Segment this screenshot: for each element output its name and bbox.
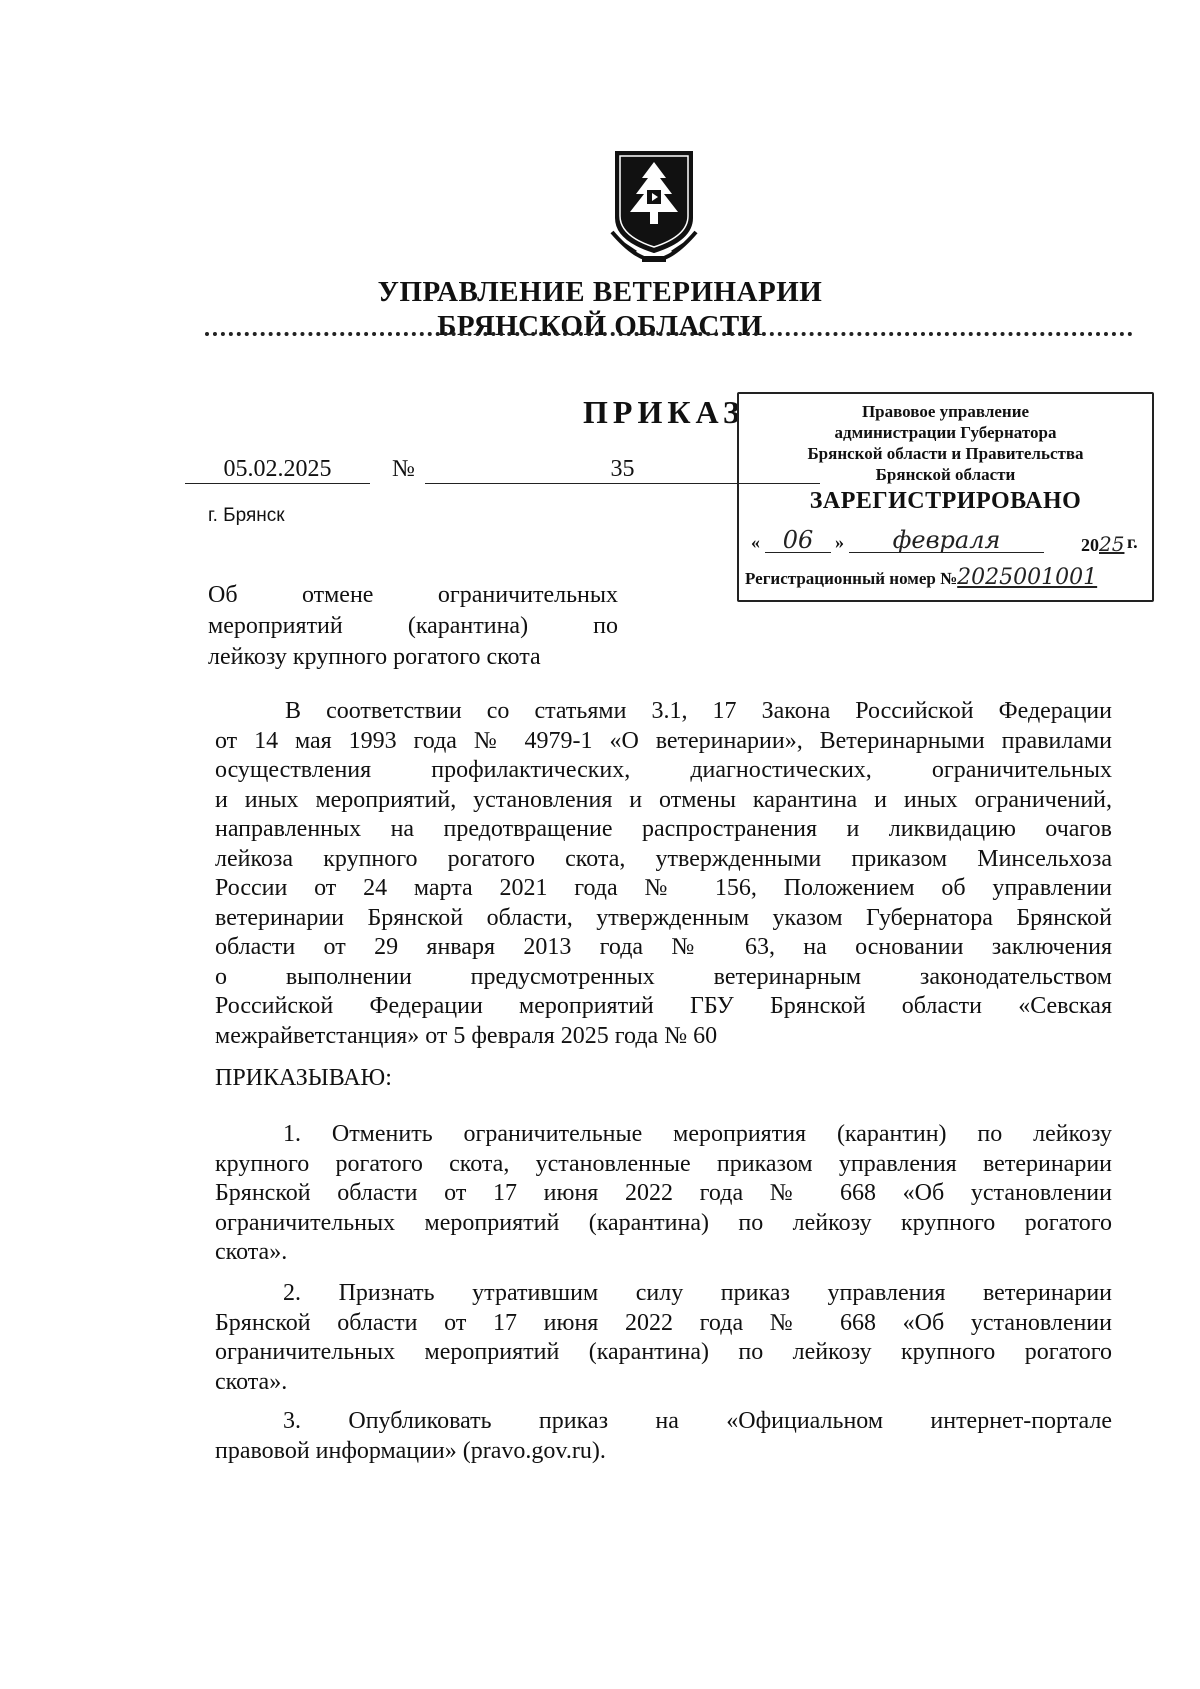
text-line: и иных мероприятий, установления и отмены карантина и иных ограничений, — [215, 786, 1112, 813]
text-line: от 14 мая 1993 года № 4979-1 «О ветеринарии», Ветеринарными правилами — [215, 727, 1112, 754]
org-name-line1: УПРАВЛЕНИЕ ВЕТЕРИНАРИИ — [377, 276, 823, 308]
text-line: скота». — [215, 1239, 288, 1265]
text-line: В соответствии со статьями 3.1, 17 Закона Российской Федерации — [285, 698, 1112, 724]
city: г. Брянск — [208, 505, 285, 526]
stamp-month-value: февраля — [892, 526, 1001, 554]
order-date: 05.02.2025 — [185, 456, 370, 484]
text-line: крупного рогатого скота, установленные приказом управления ветеринарии — [215, 1150, 1112, 1177]
text-line: 3. Опубликовать приказ на «Официальном интернет-портале — [283, 1408, 1112, 1434]
text-line: правовой информации» (pravo.gov.ru). — [215, 1437, 606, 1464]
stamp-registered: ЗАРЕГИСТРИРОВАНО — [809, 488, 1082, 514]
text-line: Российской Федерации мероприятий ГБУ Брянской области «Севская — [215, 993, 1112, 1019]
stamp-line: Брянской области — [875, 465, 1016, 484]
stamp-date-row — [751, 526, 1141, 556]
text-line: осуществления профилактических, диагностических, ограничительных — [215, 757, 1112, 783]
text-line: России от 24 марта 2021 года № 156, Положением об управлении — [215, 875, 1112, 901]
text-line: скота». — [215, 1368, 288, 1395]
registration-stamp — [737, 392, 1154, 602]
text-line: ветеринарии Брянской области, утвержденным указом Губернатора Брянской — [215, 904, 1112, 931]
stamp-day — [765, 526, 831, 553]
text-line: межрайветстанция» от 5 февраля 2025 года № 60 — [215, 1022, 718, 1049]
order-verb: ПРИКАЗЫВАЮ: — [215, 1065, 392, 1091]
order-item-1 — [215, 1120, 1112, 1268]
stamp-year — [1081, 532, 1124, 556]
text-line: направленных на предотвращение распространения и ликвидацию очагов — [215, 816, 1112, 842]
subject-line: лейкозу крупного рогатого скота — [208, 644, 541, 670]
stamp-day-value: 06 — [782, 526, 814, 554]
order-number: 35 — [425, 456, 820, 484]
stamp-regno-row — [739, 565, 1158, 590]
stamp-year-suffix: г. — [1127, 532, 1138, 552]
preamble-paragraph — [215, 697, 1112, 1051]
document-title: ПРИКАЗ — [583, 394, 745, 430]
order-number-row — [185, 456, 635, 488]
text-line: ограничительных мероприятий (карантина) по лейкозу крупного рогатого — [215, 1339, 1112, 1365]
stamp-year-prefix: 20 — [1081, 535, 1099, 555]
text-line: ограничительных мероприятий (карантина) по лейкозу крупного рогатого — [215, 1209, 1112, 1236]
subject-line: мероприятий (карантина) по — [208, 613, 618, 639]
text-line: о выполнении предусмотренных ветеринарным законодательством — [215, 963, 1112, 990]
header-divider — [205, 332, 1133, 336]
stamp-quote-close: » — [835, 532, 844, 552]
order-subject — [208, 580, 618, 673]
text-line: Брянской области от 17 июня 2022 года № 668 «Об установлении — [215, 1180, 1112, 1206]
text-line: лейкоза крупного рогатого скота, утвержденными приказом Минсельхоза — [215, 845, 1112, 872]
number-sign: № — [392, 456, 415, 482]
order-item-2 — [215, 1279, 1112, 1397]
order-item-3 — [215, 1407, 1112, 1466]
stamp-quote-open: « — [751, 532, 760, 552]
stamp-regno-label: Регистрационный номер № — [745, 569, 958, 588]
text-line: 2. Признать утратившим силу приказ управления ветеринарии — [283, 1280, 1112, 1306]
stamp-line: Правовое управление — [861, 402, 1030, 421]
coat-of-arms-icon — [606, 148, 702, 266]
org-name-line2: БРЯНСКОЙ ОБЛАСТИ — [437, 310, 763, 342]
subject-line: Об отмене ограничительных — [208, 582, 618, 608]
stamp-regno-value: 2025001001 — [957, 565, 1098, 590]
text-line: Брянской области от 17 июня 2022 года № 668 «Об установлении — [215, 1309, 1112, 1336]
stamp-line: Брянской области и Правительства — [807, 444, 1084, 463]
stamp-line: администрации Губернатора — [834, 423, 1057, 442]
text-line: 1. Отменить ограничительные мероприятия (карантин) по лейкозу — [283, 1121, 1112, 1147]
stamp-month — [849, 526, 1044, 553]
stamp-year-hand: 25 — [1099, 532, 1125, 556]
text-line: области от 29 января 2013 года № 63, на основании заключения — [215, 934, 1112, 960]
